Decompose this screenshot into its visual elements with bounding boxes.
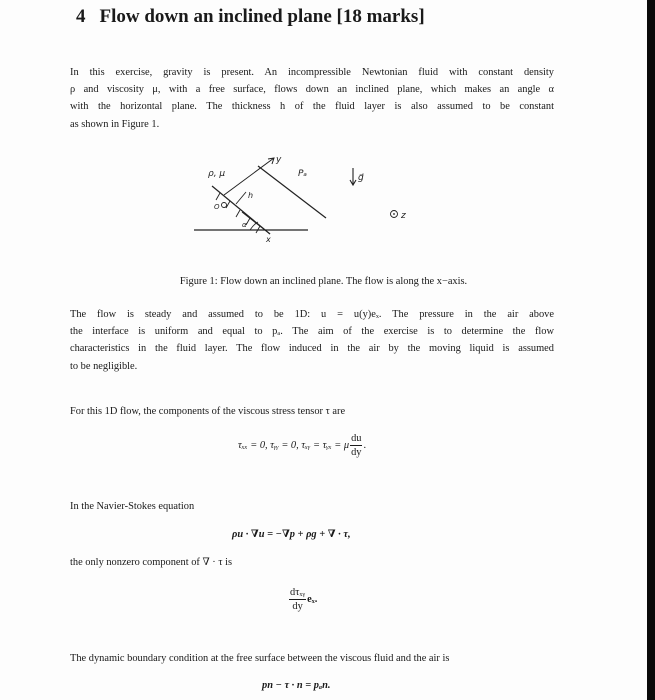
angle-arc [250, 222, 258, 230]
section-title: Flow down an inclined plane [18 marks] [99, 6, 425, 27]
intro-line: as shown in Figure 1. [70, 118, 160, 130]
du-dy-fraction [350, 432, 362, 459]
pressure-label: Pₐ [298, 169, 307, 179]
navier-stokes-equation [232, 528, 351, 540]
gravity-label: g⃗ [358, 173, 364, 183]
section-number: 4 [76, 6, 86, 27]
para3-text: For this 1D flow, the components of the viscous stress tensor τ are [70, 406, 346, 417]
free-surface-line [258, 166, 326, 218]
boundary-condition-intro [70, 650, 554, 667]
eq2-text: ρu · ∇u = −∇p + ρg + ∇ · τ, [232, 529, 351, 540]
y-axis-line [224, 158, 274, 195]
para4-text: In the Navier-Stokes equation [70, 501, 195, 512]
window-edge [647, 0, 655, 700]
plane-hatching [216, 193, 260, 233]
intro-line: ρ and viscosity μ, with a free surface, flows down an inclined plane, which makes an angle α [70, 84, 554, 96]
eq3-numerator: dτₓᵧ [290, 587, 306, 598]
origin-label: O [214, 203, 220, 211]
para5-text: the only nonzero component of ∇ · τ is [70, 557, 233, 568]
para2-line: The flow is steady and assumed to be 1D: u = u(y)eₓ. The pressure in the air above [70, 309, 554, 320]
inclined-plane-figure [190, 150, 430, 250]
intro-line: In this exercise, gravity is present. An incompressible Newtonian fluid with constant density [70, 67, 554, 78]
figure-caption: Figure 1: Flow down an inclined plane. The flow is along the x−axis. [179, 276, 468, 287]
frac-denominator: dy [351, 447, 362, 458]
para6-text: The dynamic boundary condition at the free surface between the viscous fluid and the air is [70, 653, 450, 664]
eq3-denominator: dy [292, 601, 303, 612]
thickness-label: h [248, 191, 254, 200]
para2-line: characteristics in the fluid layer. The flow induced in the air by the moving liquid is assumed [70, 343, 554, 355]
intro-paragraph [70, 64, 554, 133]
origin-marker [222, 203, 227, 208]
eq1-part1: τₓₓ = 0, τᵧᵧ = 0, τₓᵧ = τᵧₓ = μ [238, 439, 350, 451]
x-axis-label: x [266, 235, 271, 244]
para2-line: to be negligible. [70, 360, 138, 372]
dtau-dy-fraction [289, 586, 306, 613]
stress-components-equation [238, 432, 366, 459]
stress-tensor-intro [70, 403, 554, 420]
angle-label: α [242, 221, 247, 229]
eq3-tail: eₓ. [307, 593, 318, 605]
y-axis-label: y [276, 155, 282, 165]
thickness-marker [236, 192, 246, 204]
intro-line: with the horizontal plane. The thickness h of the fluid layer is also assumed to be constant [70, 101, 554, 113]
z-axis-label: z [401, 211, 406, 221]
para2-line: the interface is uniform and equal to pₐ. The aim of the exercise is to determine the flow [70, 326, 554, 338]
eq1-end: . [363, 439, 367, 451]
frac-numerator: du [351, 433, 362, 444]
navier-stokes-intro [70, 498, 554, 515]
flow-description-paragraph [70, 306, 554, 375]
nonzero-component-equation [288, 586, 317, 613]
fluid-props-label: ρ, μ [208, 169, 226, 179]
eq4-text: pn − τ · n = pₐn. [262, 680, 331, 691]
nonzero-component-intro [70, 554, 554, 571]
section-heading [76, 6, 425, 28]
boundary-condition-equation [262, 680, 330, 691]
